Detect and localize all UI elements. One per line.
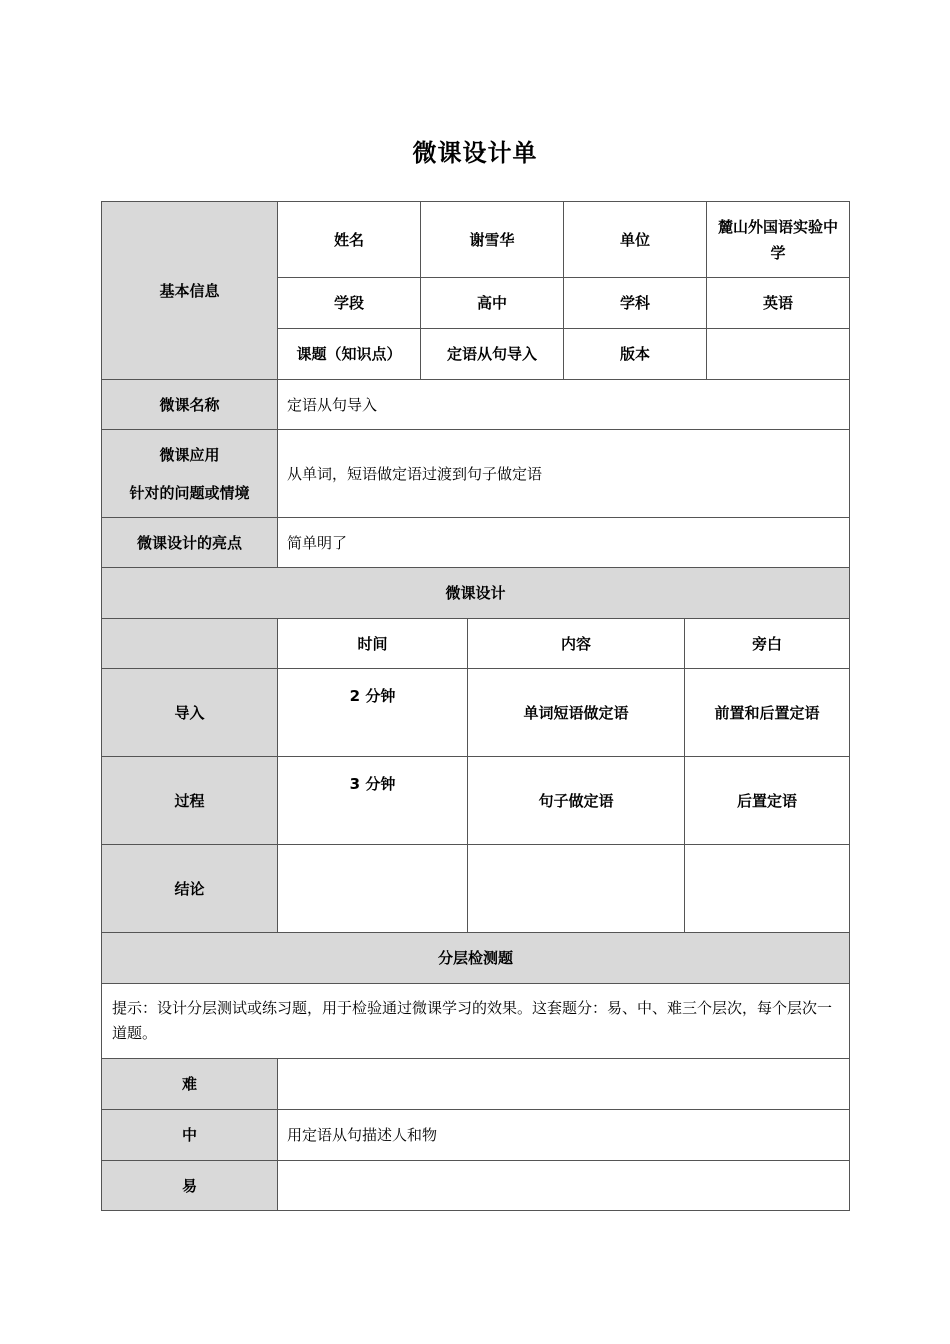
highlight-value: 简单明了 xyxy=(277,517,850,568)
stage-label: 学段 xyxy=(277,277,421,329)
easy-label: 易 xyxy=(101,1160,278,1211)
basic-info-label: 基本信息 xyxy=(101,201,278,380)
unit-value: 麓山外国语实验中学 xyxy=(706,201,850,278)
subject-label: 学科 xyxy=(563,277,707,329)
design-row-time xyxy=(277,844,468,933)
medium-value: 用定语从句描述人和物 xyxy=(277,1109,850,1161)
easy-value xyxy=(277,1160,850,1211)
hard-value xyxy=(277,1058,850,1110)
design-row-narration: 前置和后置定语 xyxy=(684,668,850,757)
design-row-content xyxy=(467,844,685,933)
page-title: 微课设计单 xyxy=(412,139,538,167)
edition-value xyxy=(706,328,850,380)
subject-value: 英语 xyxy=(706,277,850,329)
design-row-time: 2 分钟 xyxy=(277,668,468,757)
design-row-stage: 结论 xyxy=(101,844,278,933)
col-narration-header: 旁白 xyxy=(684,618,850,669)
design-corner-cell xyxy=(101,618,278,669)
design-row-narration xyxy=(684,844,850,933)
edition-label: 版本 xyxy=(563,328,707,380)
design-row-content: 单词短语做定语 xyxy=(467,668,685,757)
topic-label: 课题（知识点） xyxy=(277,328,421,380)
col-content-header: 内容 xyxy=(467,618,685,669)
micro-name-value: 定语从句导入 xyxy=(277,379,850,430)
topic-value: 定语从句导入 xyxy=(420,328,564,380)
tests-note: 提示：设计分层测试或练习题，用于检验通过微课学习的效果。这套题分：易、中、难三个层次，每个层次一道题。 xyxy=(101,983,850,1059)
highlight-label: 微课设计的亮点 xyxy=(101,517,278,568)
design-row-stage: 过程 xyxy=(101,756,278,845)
unit-label: 单位 xyxy=(563,201,707,278)
design-header: 微课设计 xyxy=(101,567,850,619)
design-row-time: 3 分钟 xyxy=(277,756,468,845)
application-label xyxy=(101,429,278,518)
name-value: 谢雪华 xyxy=(420,201,564,278)
design-row-content: 句子做定语 xyxy=(467,756,685,845)
stage-value: 高中 xyxy=(420,277,564,329)
medium-label: 中 xyxy=(101,1109,278,1161)
application-value: 从单词，短语做定语过渡到句子做定语 xyxy=(277,429,850,518)
col-time-header: 时间 xyxy=(277,618,468,669)
design-row-narration: 后置定语 xyxy=(684,756,850,845)
application-label-line1: 微课应用 xyxy=(159,445,220,464)
design-row-stage: 导入 xyxy=(101,668,278,757)
hard-label: 难 xyxy=(101,1058,278,1110)
micro-name-label: 微课名称 xyxy=(101,379,278,430)
application-label-line2: 针对的问题或情境 xyxy=(129,483,250,502)
tests-header: 分层检测题 xyxy=(101,932,850,984)
name-label: 姓名 xyxy=(277,201,421,278)
